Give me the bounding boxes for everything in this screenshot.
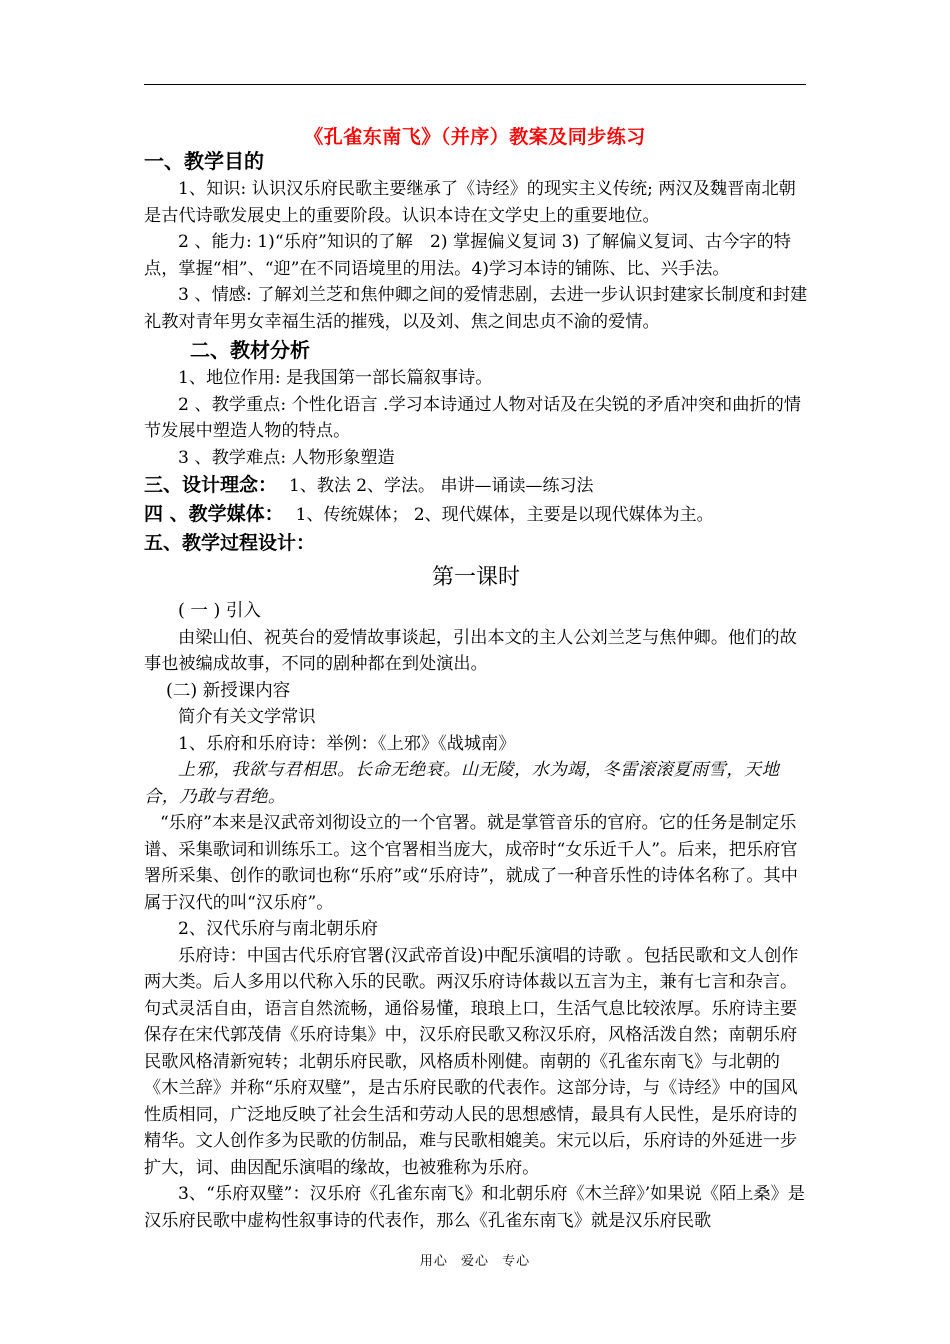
paragraph: 1、知识: 认识汉乐府民歌主要继承了《诗经》的现实主义传统; 两汉及魏晋南北朝是古代诗歌发展史上的重要阶段。认识本诗在文学史上的重要地位。 bbox=[144, 179, 796, 226]
section-heading-objectives: 一、教学目的 bbox=[144, 149, 264, 173]
paragraph: 2 、教学重点: 个性化语言 .学习本诗通过人物对话及在尖锐的矛盾冲突和曲折的情节发展中塑造人物的特点。 bbox=[144, 394, 801, 441]
header-rule bbox=[144, 84, 806, 85]
poem-quote: 上邪，我欲与君相思。长命无绝衰。山无陵，水为竭，冬雷滚滚夏雨雪，天地合，乃敢与君绝。 bbox=[144, 760, 780, 807]
paragraph: 3、“乐府双璧”：汉乐府《孔雀东南飞》和北朝乐府《木兰辞》’如果说《陌上桑》是汉乐府民歌中虚构性叙事诗的代表作，那么《孔雀东南飞》就是汉乐府民歌 bbox=[144, 1184, 805, 1231]
page-title: 《孔雀东南飞》（并序）教案及同步练习 bbox=[304, 126, 646, 148]
section-media bbox=[144, 500, 808, 529]
paragraph: 3 、教学难点: 人物形象塑造 bbox=[178, 447, 395, 468]
footer-text: 专心 bbox=[502, 1254, 531, 1269]
paragraph: 2 、能力: 1)“乐府”知识的了解 2) 掌握偏义复词 3) 了解偏义复词、古今字的特点，掌握“相”、“迎”在不同语境里的用法。4)学习本诗的铺陈、比、兴手法。 bbox=[144, 232, 791, 279]
section-process bbox=[144, 529, 808, 558]
section-heading-media: 四 、教学媒体： bbox=[144, 503, 284, 525]
subheading-intro: ( 一 ) 引入 bbox=[178, 601, 261, 621]
section-text: 1、教法 2、学法。 串讲—诵读—练习法 bbox=[289, 476, 594, 496]
paragraph: “乐府”本来是汉武帝刘彻设立的一个官署。就是掌管音乐的官府。它的任务是制定乐谱、采集歌词和训练乐工。这个官署相当庞大，成帝时“女乐近千人”。后来，把乐府官署所采集、创作的歌词也称“乐府”或“乐府诗”，就成了一种音乐性的诗体名称了。其中属于汉代的叫“汉乐府”。 bbox=[144, 813, 798, 913]
section-heading-process: 五、教学过程设计： bbox=[144, 532, 316, 554]
paragraph: 1、乐府和乐府诗：举例：《上邪》《战城南》 bbox=[178, 733, 516, 754]
footer-text: 用心 bbox=[419, 1254, 448, 1269]
paragraph: 1、地位作用: 是我国第一部长篇叙事诗。 bbox=[178, 368, 493, 388]
paragraph: 由梁山伯、祝英台的爱情故事谈起，引出本文的主人公刘兰芝与焦仲卿。他们的故事也被编成故事，不同的剧种都在到处演出。 bbox=[144, 627, 797, 674]
paragraph: 2、汉代乐府与南北朝乐府 bbox=[178, 919, 378, 939]
paragraph: 乐府诗：中国古代乐府官署(汉武帝首设)中配乐演唱的诗歌 。包括民歌和文人创作两大类。后人多用以代称入乐的民歌。两汉乐府诗体裁以五言为主，兼有七言和杂言。句式灵活自由，语言自然流畅，通俗易懂，琅琅上口，生活气息比较浓厚。乐府诗主要保存在宋代郭茂倩《乐府诗集》中，汉乐府民歌又称汉乐府，风格活泼自然；南朝乐府民歌风格清新宛转；北朝乐府民歌，风格质朴刚健。南朝的《孔雀东南飞》与北朝的《木兰辞》并称“乐府双璧”，是古乐府民歌的代表作。这部分诗，与《诗经》中的国风性质相同，广泛地反映了社会生活和劳动人民的思想感情，最具有人民性，是乐府诗的精华。文人创作多为民歌的仿制品，难与民歌相媲美。宋元以后，乐府诗的外延进一步扩大，词、曲因配乐演唱的缘故，也被雅称为乐府。 bbox=[144, 945, 799, 1178]
section-text: 1、传统媒体； 2、现代媒体，主要是以现代媒体为主。 bbox=[295, 505, 714, 525]
paragraph: 简介有关文学常识 bbox=[178, 707, 316, 727]
document-body bbox=[144, 146, 808, 1234]
section-heading-analysis: 二、教材分析 bbox=[190, 338, 310, 362]
subheading-new-content: (二) 新授课内容 bbox=[166, 680, 291, 701]
footer-text: 爱心 bbox=[460, 1254, 489, 1269]
page-footer bbox=[0, 1250, 950, 1269]
section-heading-design: 三、设计理念： bbox=[144, 474, 278, 496]
lesson-title: 第一课时 bbox=[431, 565, 520, 590]
paragraph: 3 、情感: 了解刘兰芝和焦仲卿之间的爱情悲剧，去进一步认识封建家长制度和封建礼教对青年男女幸福生活的摧残，以及刘、焦之间忠贞不渝的爱情。 bbox=[144, 285, 808, 332]
section-design bbox=[144, 471, 808, 500]
